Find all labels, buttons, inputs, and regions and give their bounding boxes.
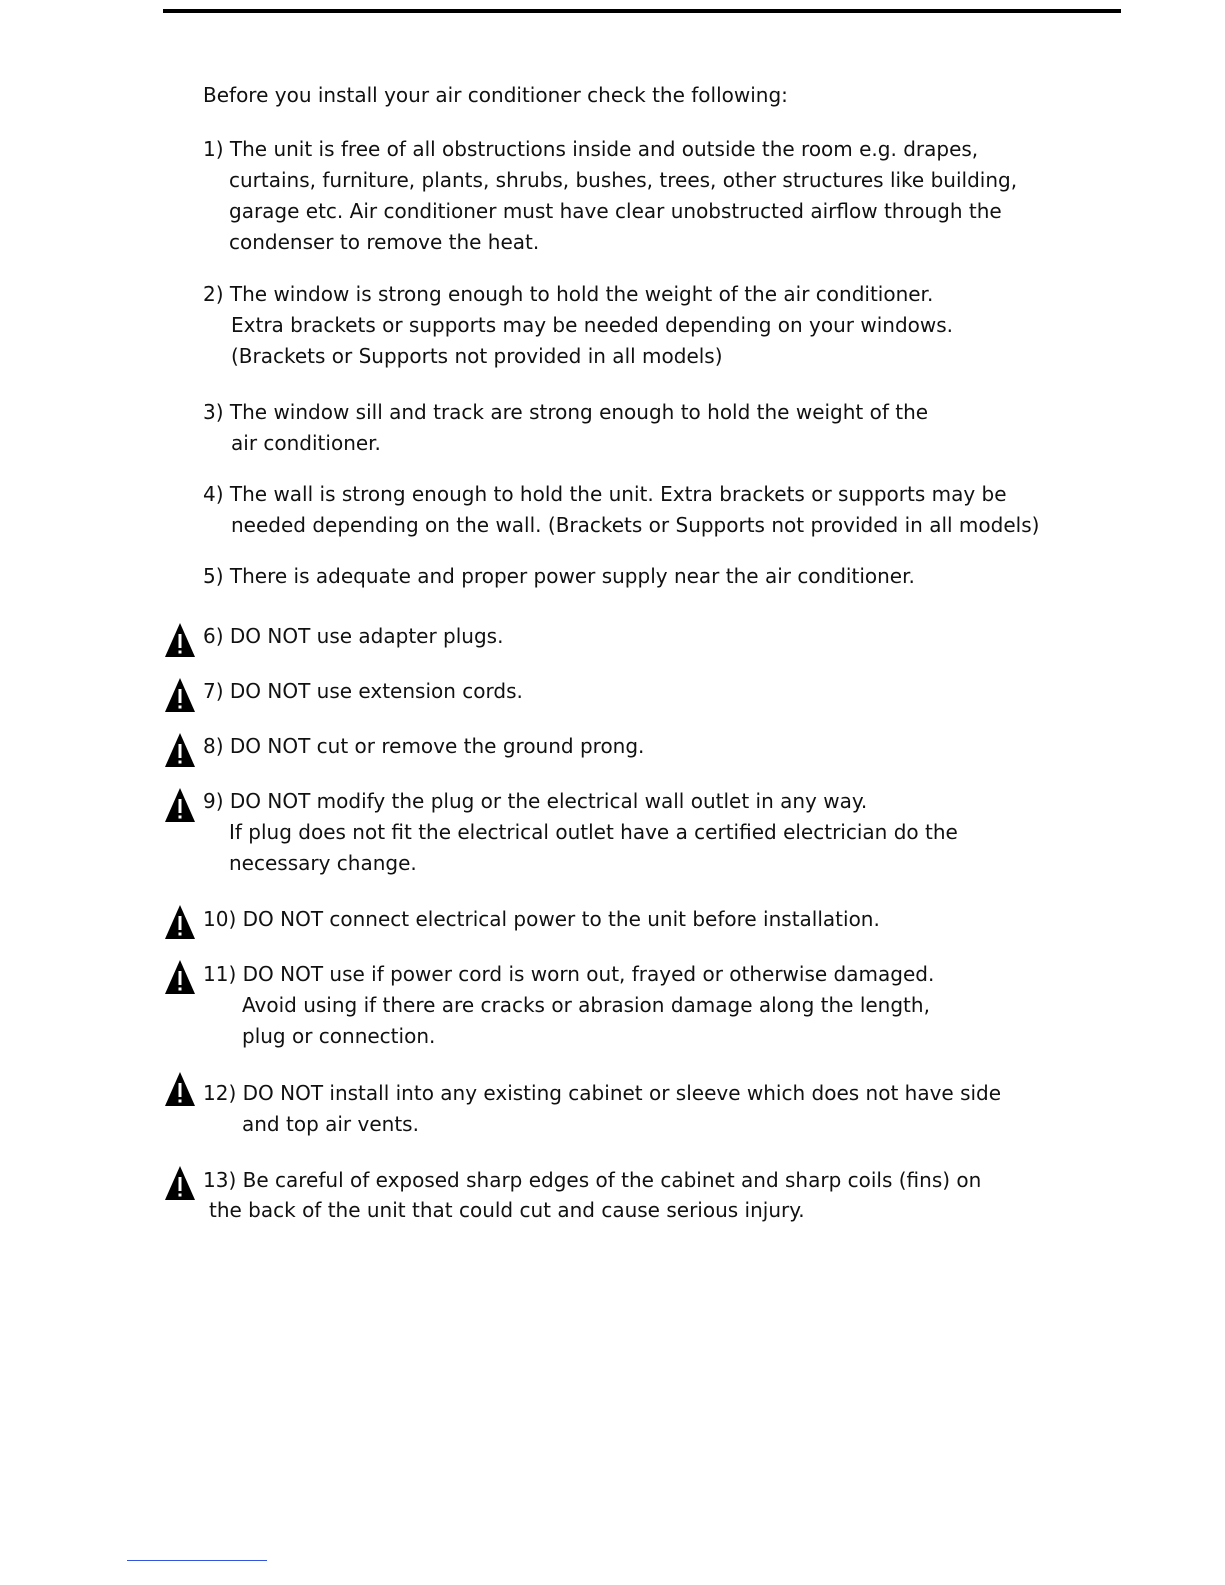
bottom-link-underline <box>127 1560 267 1561</box>
item-line: air conditioner. <box>231 431 381 455</box>
list-item-7 <box>203 676 523 707</box>
item-line: the back of the unit that could cut and cause serious injury. <box>209 1198 805 1222</box>
item-line: DO NOT use adapter plugs. <box>229 624 504 648</box>
item-line: needed depending on the wall. (Brackets or Supports not provided in all models) <box>231 513 1040 537</box>
item-number: 12) <box>203 1081 237 1105</box>
item-line: curtains, furniture, plants, shrubs, bushes, trees, other structures like building, <box>229 168 1018 192</box>
item-line: Extra brackets or supports may be needed depending on your windows. <box>231 313 954 337</box>
list-item-13 <box>203 1165 981 1225</box>
item-line: The unit is free of all obstructions inside and outside the room e.g. drapes, <box>229 137 979 161</box>
item-line: There is adequate and proper power supply near the air conditioner. <box>229 564 915 588</box>
item-line: DO NOT install into any existing cabinet or sleeve which does not have side <box>242 1081 1002 1105</box>
item-number: 8) <box>203 734 224 758</box>
item-number: 10) <box>203 907 237 931</box>
item-line: Avoid using if there are cracks or abrasion damage along the length, <box>242 993 930 1017</box>
list-item-5 <box>203 561 915 592</box>
list-item-3 <box>203 397 928 459</box>
warning-triangle-icon <box>164 622 196 658</box>
item-line: Be careful of exposed sharp edges of the cabinet and sharp coils (fins) on <box>242 1168 982 1192</box>
list-item-12 <box>203 1078 1001 1140</box>
warning-triangle-icon <box>164 732 196 768</box>
intro-text: Before you install your air conditioner check the following: <box>203 83 788 107</box>
warning-triangle-icon <box>164 904 196 940</box>
item-line: The window is strong enough to hold the weight of the air conditioner. <box>229 282 934 306</box>
item-line: If plug does not fit the electrical outlet have a certified electrician do the <box>229 820 958 844</box>
warning-triangle-icon <box>164 959 196 995</box>
item-line: DO NOT connect electrical power to the unit before installation. <box>242 907 880 931</box>
item-number: 11) <box>203 962 237 986</box>
item-number: 3) <box>203 400 224 424</box>
item-number: 1) <box>203 137 224 161</box>
list-item-9 <box>203 786 958 879</box>
item-number: 7) <box>203 679 224 703</box>
list-item-8 <box>203 731 644 762</box>
item-line: DO NOT cut or remove the ground prong. <box>229 734 645 758</box>
item-line: and top air vents. <box>242 1112 419 1136</box>
list-item-1 <box>203 134 1017 258</box>
item-number: 4) <box>203 482 224 506</box>
item-line: DO NOT use extension cords. <box>229 679 523 703</box>
list-item-2 <box>203 279 953 372</box>
item-line: DO NOT use if power cord is worn out, frayed or otherwise damaged. <box>242 962 935 986</box>
warning-triangle-icon <box>164 787 196 823</box>
item-line: garage etc. Air conditioner must have clear unobstructed airflow through the <box>229 199 1002 223</box>
item-number: 9) <box>203 789 224 813</box>
list-item-6 <box>203 621 503 652</box>
item-line: The window sill and track are strong enough to hold the weight of the <box>229 400 929 424</box>
item-line: plug or connection. <box>242 1024 436 1048</box>
item-line: DO NOT modify the plug or the electrical wall outlet in any way. <box>229 789 868 813</box>
warning-triangle-icon <box>164 677 196 713</box>
warning-triangle-icon <box>164 1071 196 1107</box>
list-item-10 <box>203 904 880 935</box>
list-item-11 <box>203 959 934 1052</box>
list-item-4 <box>203 479 1039 541</box>
item-number: 6) <box>203 624 224 648</box>
top-rule <box>163 9 1121 13</box>
item-number: 5) <box>203 564 224 588</box>
item-number: 2) <box>203 282 224 306</box>
item-line: necessary change. <box>229 851 417 875</box>
item-number: 13) <box>203 1168 237 1192</box>
item-line: (Brackets or Supports not provided in all models) <box>231 344 723 368</box>
warning-triangle-icon <box>164 1165 196 1201</box>
item-line: condenser to remove the heat. <box>229 230 540 254</box>
item-line: The wall is strong enough to hold the unit. Extra brackets or supports may be <box>229 482 1007 506</box>
